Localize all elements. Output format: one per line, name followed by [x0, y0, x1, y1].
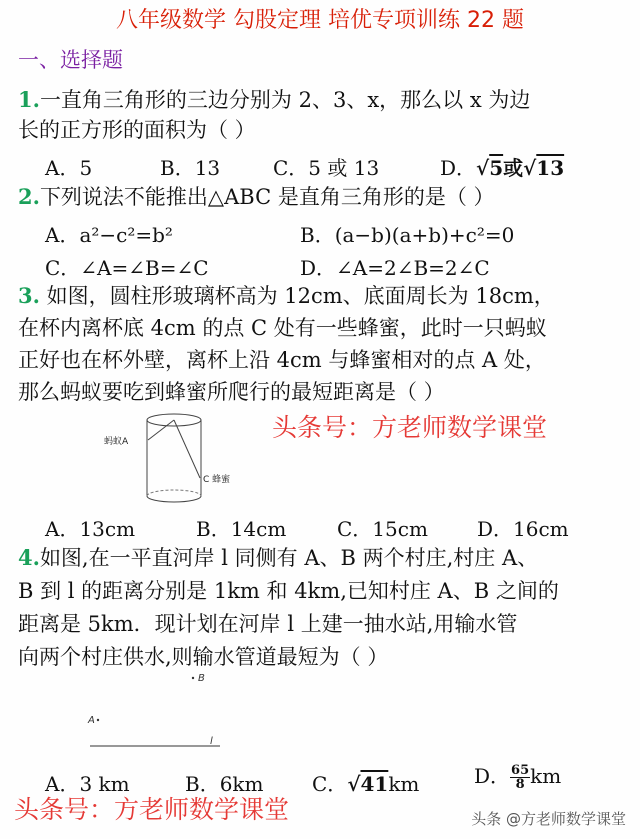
q4-option-c-unit: km [388, 772, 420, 796]
question-1-line-1 [18, 87, 530, 113]
q2-option-b: B．(a−b)(a+b)+c²=0 [300, 223, 515, 247]
cylinder-bottom-back [147, 490, 201, 496]
question-2-text: 下列说法不能推出△ABC 是直角三角形的是（ ） [39, 185, 495, 209]
q2-option-a: A．a²−c²=b² [45, 223, 173, 247]
question-4-line-3: 距离是 5km．现计划在河岸 l 上建一抽水站,用输水管 [18, 612, 518, 636]
fraction-denominator: 8 [515, 777, 525, 792]
question-3-line-1 [18, 283, 555, 309]
question-1-line-2: 长的正方形的面积为（ ） [18, 118, 256, 142]
ant-label: 蚂蚁A [104, 437, 129, 447]
q3-option-d: D．16cm [477, 517, 569, 541]
question-3-line-2: 在杯内离杯底 4cm 的点 C 处有一些蜂蜜，此时一只蚂蚁 [18, 316, 547, 340]
question-3-line-4: 那么蚂蚁要吃到蜂蜜所爬行的最短距离是（ ） [18, 380, 445, 404]
q4-option-c [312, 768, 419, 797]
question-3-line-3: 正好也在杯外壁，离杯上沿 4cm 与蜂蜜相对的点 A 处， [18, 348, 546, 372]
cylinder-figure [100, 408, 240, 508]
village-a-label: A [88, 715, 95, 726]
q2-option-c: C．∠A=∠B=∠C [45, 256, 209, 280]
sqrt-icon: √ [476, 156, 490, 180]
question-1-number: 1. [18, 87, 40, 112]
watermark-bottom: 头条号：方老师数学课堂 [14, 795, 290, 824]
honey-label: C 蜂蜜 [203, 475, 231, 485]
river-figure [80, 668, 230, 753]
q4-option-d-unit: km [530, 764, 562, 788]
q1-option-a: A．5 [45, 156, 93, 180]
q4-option-d-label: D． [474, 764, 511, 788]
page-title: 八年级数学 勾股定理 培优专项训练 22 题 [116, 8, 524, 33]
q4-option-b: B．6km [185, 772, 264, 796]
q2-option-d: D．∠A=2∠B=2∠C [300, 256, 490, 280]
cylinder-bottom-front [147, 496, 201, 502]
question-3-number: 3. [18, 283, 40, 308]
question-2-number: 2. [18, 184, 40, 209]
q3-option-a: A．13cm [45, 517, 136, 541]
q1-option-d-or: 或 [503, 156, 524, 180]
q4-option-a: A．3 km [45, 772, 130, 796]
q4-option-d [474, 760, 561, 791]
question-4-line-2: B 到 l 的距离分别是 1km 和 4km,已知村庄 A、B 之间的 [18, 579, 559, 603]
q1-option-d-radicand-2: 13 [536, 156, 565, 180]
fraction [510, 764, 530, 791]
q1-option-d-radicand-1: 5 [489, 156, 504, 180]
q3-option-c: C．15cm [337, 517, 428, 541]
question-3-text: 如图，圆柱形玻璃杯高为 12cm、底面周长为 18cm， [39, 284, 555, 308]
question-4-number: 4. [18, 545, 40, 570]
footer-attribution: 头条 @方老师数学课堂 [471, 810, 626, 828]
village-a-point [97, 719, 99, 721]
village-b-point [192, 677, 194, 679]
watermark-middle: 头条号：方老师数学课堂 [272, 413, 548, 442]
question-4-text: 如图,在一平直河岸 l 同侧有 A、B 两个村庄,村庄 A、 [39, 546, 539, 570]
question-1-text: 一直角三角形的三边分别为 2、3、x，那么以 x 为边 [39, 88, 531, 112]
q1-option-c: C．5 或 13 [273, 156, 380, 180]
river-bank-label: l [210, 736, 213, 747]
q4-option-c-label: C． [312, 772, 348, 796]
section-heading: 一、选择题 [18, 48, 123, 72]
question-4-line-1 [18, 545, 538, 571]
path-segment-c [174, 420, 200, 478]
question-4-line-4: 向两个村庄供水,则输水管道最短为（ ） [18, 645, 389, 669]
q4-option-c-radicand: 41 [360, 772, 389, 796]
fraction-numerator: 65 [511, 763, 530, 778]
sqrt-icon: √ [347, 772, 361, 796]
question-2-line-1 [18, 184, 495, 210]
village-b-label: B [198, 673, 205, 684]
q1-option-b: B．13 [160, 156, 221, 180]
sqrt-icon: √ [523, 156, 537, 180]
q1-option-d [440, 152, 564, 181]
q1-option-d-label: D． [440, 156, 477, 180]
q3-option-b: B．14cm [196, 517, 287, 541]
